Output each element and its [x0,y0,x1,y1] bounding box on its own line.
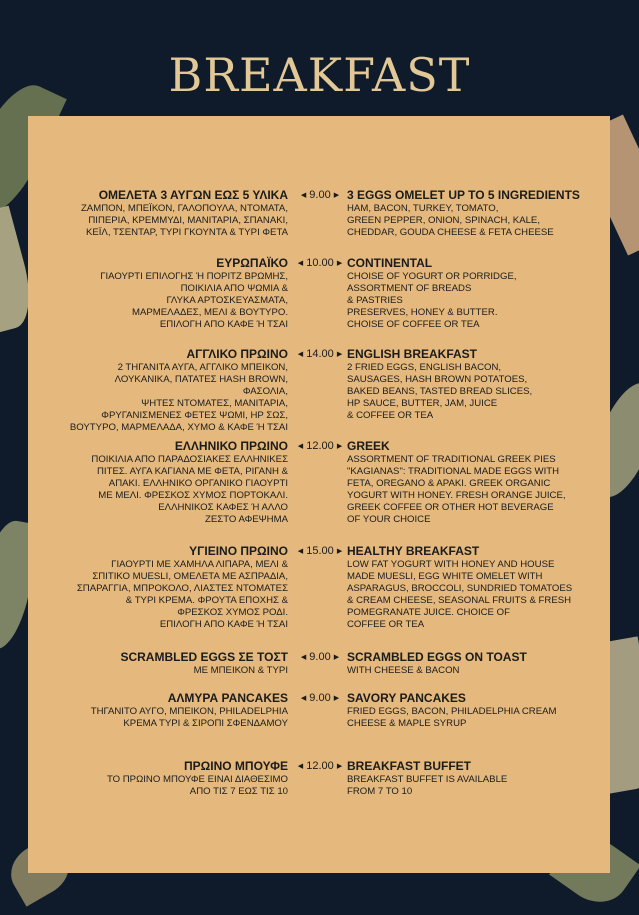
item-price-value: 14.00 [306,348,334,360]
item-greek-description: ΤΟ ΠΡΩΙΝΟ ΜΠΟΥΦΕ ΕΙΝΑΙ ΔΙΑΘΕΣΙΜΟ ΑΠΟ ΤΙΣ 7 ΕΩΣ ΤΙΣ 10 [106,774,288,798]
item-english-name: 3 EGGS OMELET UP TO 5 INGREDIENTS [347,188,580,202]
item-price [294,759,346,774]
item-greek-name: ΠΡΩΙΝΟ ΜΠΟΥΦΕ [183,759,288,773]
item-greek-description: ΜΕ ΜΠΕΙΚΟΝ & ΤΥΡΙ [193,665,288,676]
triangle-left-icon: ◀ [297,548,304,555]
item-greek-description: ΓΙΑΟΥΡΤΙ ΜΕ ΧΑΜΗΛΑ ΛΙΠΑΡΑ, ΜΕΛΙ & ΣΠΙΤΙΚΟ MUESLI, ΟΜΕΛΕΤΑ ΜΕ ΑΣΠΡΑΔΙΑ, ΣΠΑΡΑΓΓΙΑ, ΜΠΡΟΚΟΛΟ, ΛΙΑΣΤΕΣ ΝΤΟΜΑΤΕΣ & ΤΥΡΙ ΚΡΕΜΑ. ΦΡΟΥΤΑ ΕΠΟΧΗΣ & ΦΡΕΣΚΟΣ ΧΥΜΟΣ ΡΟΔΙ. ΕΠΙΛΟΓΗ ΑΠΟ ΚΑΦΕ Ή ΤΣΑΙ [76,559,288,631]
item-greek-name: ΑΓΓΛΙΚΟ ΠΡΩΙΝΟ [186,347,288,361]
item-greek [68,188,288,239]
item-english [347,759,587,798]
item-greek [68,759,288,798]
item-english [347,256,587,331]
item-price-value: 15.00 [306,545,334,557]
item-greek [68,439,288,527]
item-greek-description: ΖΑΜΠΟΝ, ΜΠΕΪΚΟΝ, ΓΑΛΟΠΟΥΛΑ, ΝΤΟΜΑΤΑ, ΠΙΠΕΡΙΑ, ΚΡΕΜΜΥΔΙ, ΜΑΝΙΤΑΡΙΑ, ΣΠΑΝΑΚΙ, ΚΕΪΛ, ΤΣΕΝΤΑΡ, ΤΥΡΙ ΓΚΟΥΝΤΑ & ΤΥΡΙ ΦΕΤΑ [80,203,288,239]
item-price [294,188,346,203]
item-english [347,439,587,527]
item-greek [68,691,288,730]
item-price-value: 10.00 [306,257,334,269]
item-greek-description: ΠΟΙΚΙΛΙΑ ΑΠΟ ΠΑΡΑΔΟΣΙΑΚΕΣ ΕΛΛΗΝΙΚΕΣ ΠΙΤΕΣ. ΑΥΓΑ ΚΑΓΙΑΝΑ ΜΕ ΦΕΤΑ, ΡΙΓΑΝΗ & ΑΠΑΚΙ. ΕΛΛΗΝΙΚΟ ΟΡΓΑΝΙΚΟ ΓΙΑΟΥΡΤΙ ΜΕ ΜΕΛΙ. ΦΡΕΣΚΟΣ ΧΥΜΟΣ ΠΟΡΤΟΚΑΛΙ. ΕΛΛΗΝΙΚΟΣ ΚΑΦΕΣ Ή ΑΛΛΟ ΖΕΣΤΟ ΑΦΕΨΗΜΑ [91,454,288,526]
item-english-name: BREAKFAST BUFFET [347,759,471,773]
item-greek-name: SCRAMBLED EGGS ΣΕ ΤΟΣΤ [120,650,288,664]
item-price-value: 9.00 [309,692,331,704]
triangle-right-icon: ▶ [336,548,343,555]
triangle-right-icon: ▶ [336,260,343,267]
item-price-value: 12.00 [306,760,334,772]
item-greek [68,650,288,677]
triangle-right-icon: ▶ [333,192,340,199]
triangle-right-icon: ▶ [336,443,343,450]
triangle-left-icon: ◀ [297,351,304,358]
item-price [294,347,346,362]
item-english-description: LOW FAT YOGURT WITH HONEY AND HOUSE MADE MUESLI, EGG WHITE OMELET WITH ASPARAGUS, BROCCOLI, SUNDRIED TOMATOES & CREAM CHEESE, SEASONAL FRUITS & FRESH POMEGRANATE JUICE. CHOICE OF COFFEE OR TEA [347,559,573,631]
item-english-name: SAVORY PANCAKES [347,691,466,705]
item-english-name: SCRAMBLED EGGS ON TOAST [347,650,527,664]
item-greek-description: ΤΗΓΑΝΙΤΟ ΑΥΓΟ, ΜΠΕΙΚΟΝ, PHILADELPHIA ΚΡΕΜΑ ΤΥΡΙ & ΣΙΡΟΠΙ ΣΦΕΝΔΑΜΟΥ [90,706,288,730]
page-title: BREAKFAST [168,47,471,102]
item-price [294,691,346,706]
item-price-value: 9.00 [309,651,331,663]
item-greek-description: 2 ΤΗΓΑΝΙΤΑ ΑΥΓΑ, ΑΓΓΛΙΚΟ ΜΠΕΙΚΟΝ, ΛΟΥΚΑΝΙΚΑ, ΠΑΤΑΤΕΣ HASH BROWN, ΦΑΣΟΛΙΑ, ΨΗΤΕΣ ΝΤΟΜΑΤΕΣ, ΜΑΝΙΤΑΡΙΑ, ΦΡΥΓΑΝΙΣΜΕΝΕΣ ΦΕΤΕΣ ΨΩΜΙ, HP ΣΩΣ, ΒΟΥΤΥΡΟ, ΜΑΡΜΕΛΑΔΑ, ΧΥΜΟ & ΚΑΦΕ Ή ΤΣΑΙ [69,362,288,434]
triangle-right-icon: ▶ [333,695,340,702]
item-greek-name: ΟΜΕΛΕΤΑ 3 ΑΥΓΩΝ ΕΩΣ 5 ΥΛΙΚΑ [98,188,288,202]
triangle-left-icon: ◀ [297,443,304,450]
triangle-left-icon: ◀ [300,654,307,661]
triangle-left-icon: ◀ [300,192,307,199]
item-price-value: 9.00 [309,189,331,201]
item-greek-name: ΑΛΜΥΡΑ PANCAKES [167,691,288,705]
item-english-name: GREEK [347,439,390,453]
item-greek-name: ΕΥΡΩΠΑΪΚΟ [216,256,288,270]
item-english-description: 2 FRIED EGGS, ENGLISH BACON, SAUSAGES, HASH BROWN POTATOES, BAKED BEANS, TASTED BREAD SLICES, HP SAUCE, BUTTER, JAM, JUICE & COFFEE OR TEA [347,362,533,422]
triangle-right-icon: ▶ [333,654,340,661]
item-english-description: BREAKFAST BUFFET IS AVAILABLE FROM 7 TO 10 [347,774,508,798]
item-english-description: ASSORTMENT OF TRADITIONAL GREEK PIES "KAGIANAS": TRADITIONAL MADE EGGS WITH FETA, OREGANO & APAKI. GREEK ORGANIC YOGURT WITH HONEY. FRESH ORANGE JUICE, GREEK COFFEE OR OTHER HOT BEVERAGE OF YOUR CHOICE [347,454,566,526]
triangle-left-icon: ◀ [297,260,304,267]
item-english [347,347,587,422]
item-english-description: CHOISE OF YOGURT OR PORRIDGE, ASSORTMENT OF BREADS & PASTRIES PRESERVES, HONEY & BUTTER. CHOISE OF COFFEE OR TEA [347,271,517,331]
item-greek-name: ΥΓΙΕΙΝΟ ΠΡΩΙΝΟ [189,544,288,558]
item-greek-name: ΕΛΛΗΝΙΚΟ ΠΡΩΙΝΟ [174,439,288,453]
triangle-left-icon: ◀ [297,763,304,770]
item-price [294,256,346,271]
item-price [294,439,346,454]
item-english-description: FRIED EGGS, BACON, PHILADELPHIA CREAM CHEESE & MAPLE SYRUP [347,706,557,730]
item-price [294,544,346,559]
item-english [347,650,587,677]
triangle-right-icon: ▶ [336,351,343,358]
item-greek [68,544,288,632]
item-greek [68,347,288,435]
item-english-description: WITH CHEESE & BACON [347,665,460,676]
item-english [347,691,587,730]
item-price [294,650,346,665]
item-english-name: CONTINENTAL [347,256,433,270]
item-english [347,188,587,239]
menu-panel [28,116,610,873]
item-english-description: HAM, BACON, TURKEY, TOMATO, GREEN PEPPER, ONION, SPINACH, KALE, CHEDDAR, GOUDA CHEESE & FETA CHEESE [347,203,554,239]
triangle-right-icon: ▶ [336,763,343,770]
item-english [347,544,587,632]
item-english-name: HEALTHY BREAKFAST [347,544,480,558]
item-english-name: ENGLISH BREAKFAST [347,347,478,361]
item-greek [68,256,288,331]
triangle-left-icon: ◀ [300,695,307,702]
item-price-value: 12.00 [306,440,334,452]
item-greek-description: ΓΙΑΟΥΡΤΙ ΕΠΙΛΟΓΗΣ Ή ΠΟΡΙΤΖ ΒΡΩΜΗΣ, ΠΟΙΚΙΛΙΑ ΑΠΟ ΨΩΜΙΑ & ΓΛΥΚΑ ΑΡΤΟΣΚΕΥΑΣΜΑΤΑ, ΜΑΡΜΕΛΑΔΕΣ, ΜΕΛΙ & ΒΟΥΤΥΡΟ. ΕΠΙΛΟΓΗ ΑΠΟ ΚΑΦΕ Ή ΤΣΑΙ [100,271,288,331]
